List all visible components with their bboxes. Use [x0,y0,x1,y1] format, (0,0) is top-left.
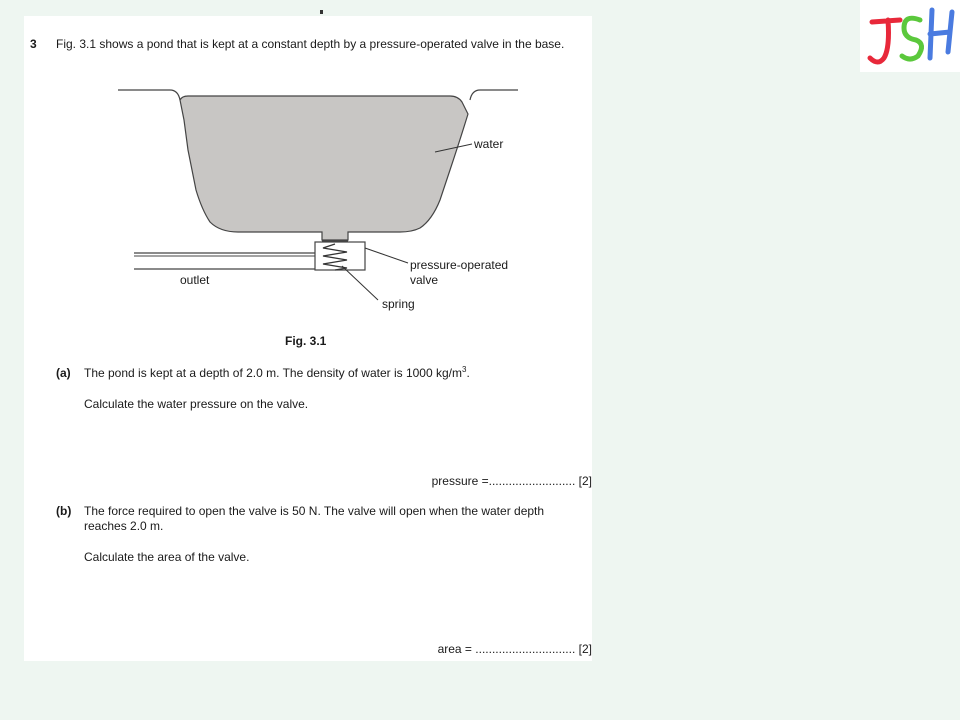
part-a-label: (a) [56,366,71,380]
question-intro: Fig. 3.1 shows a pond that is kept at a constant depth by a pressure-operated valve in the base. [56,37,565,51]
part-b-label: (b) [56,504,72,518]
pond-diagram [110,80,540,320]
part-a-text-main: The pond is kept at a depth of 2.0 m. The density of water is 1000 kg/m [84,366,462,380]
label-water: water [474,137,504,151]
valve-leader [365,248,408,263]
ground-line-left [118,90,180,100]
part-a-marks: [2] [578,474,592,488]
part-a-instruction: Calculate the water pressure on the valve. [84,397,309,411]
figure-caption: Fig. 3.1 [285,334,327,348]
part-a-answer-line [432,474,592,488]
valve-housing [315,242,365,270]
jsh-logo-graphic [860,0,960,72]
part-b-answer-prompt: area = [437,642,472,656]
part-b-answer-line [438,642,592,656]
logo-letter-j [870,20,900,62]
logo-letter-s [902,18,922,59]
part-a-text-end: . [466,366,470,380]
label-outlet: outlet [180,273,210,287]
part-b-instruction: Calculate the area of the valve. [84,550,250,564]
label-spring: spring [382,297,415,311]
label-valve-2: valve [410,273,439,287]
part-b-answer-dots[interactable]: .............................. [475,642,576,656]
part-a-text [84,366,588,381]
part-b-text: The force required to open the valve is 50 N. The valve will open when the water depth reaches 2.0 m. [84,504,545,533]
water-body [180,96,468,240]
jsh-logo [860,0,960,72]
part-a-answer-dots[interactable]: .......................... [488,474,576,488]
part-b-marks: [2] [578,642,592,656]
part-a-superscript: 3 [462,365,467,374]
part-a-answer-prompt: pressure = [431,474,489,488]
label-valve-1: pressure-operated [410,258,509,272]
logo-letter-h [930,10,952,58]
ground-line-right [470,90,518,100]
page-mark [320,10,323,14]
question-number: 3 [30,37,37,51]
spring-leader [342,266,378,300]
